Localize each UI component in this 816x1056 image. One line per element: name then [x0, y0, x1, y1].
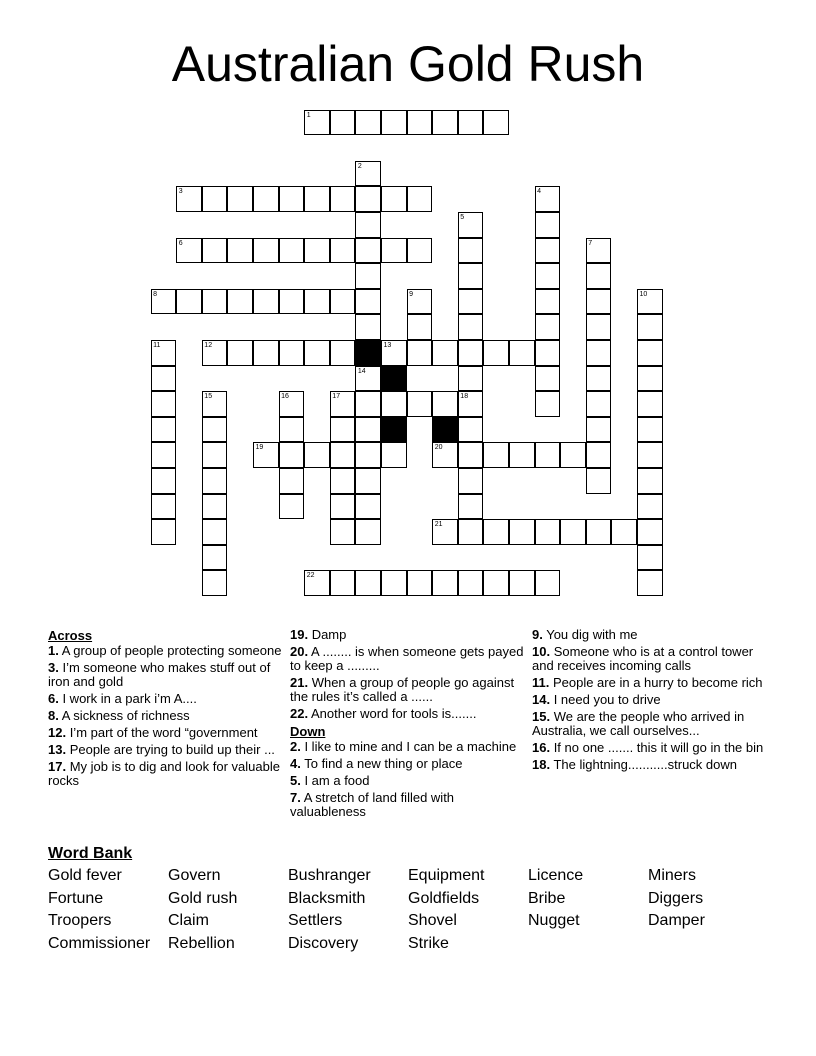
- grid-cell[interactable]: [535, 340, 561, 366]
- down-clue: [532, 676, 772, 690]
- grid-cell[interactable]: [483, 340, 509, 366]
- grid-cell[interactable]: [381, 391, 407, 417]
- word-bank-word: Strike: [408, 934, 449, 952]
- grid-cell[interactable]: [253, 289, 279, 315]
- across-clue-list: [48, 644, 288, 788]
- down-clue-list: [290, 740, 530, 819]
- clue-label: 10.: [532, 644, 551, 659]
- grid-cell[interactable]: [586, 442, 612, 468]
- grid-cell[interactable]: [637, 570, 663, 596]
- grid-cell[interactable]: [202, 570, 228, 596]
- clue-label: 22.: [290, 706, 309, 721]
- grid-cell[interactable]: [355, 570, 381, 596]
- grid-cell[interactable]: [151, 366, 177, 392]
- grid-cell[interactable]: [407, 238, 433, 264]
- grid-cell[interactable]: [355, 212, 381, 238]
- clue-number-6: 6: [178, 239, 183, 247]
- word-bank-word: Nugget: [528, 912, 580, 930]
- clue-label: 9.: [532, 627, 543, 642]
- clues-column-1: [48, 628, 288, 791]
- clue-label: 4.: [290, 756, 301, 771]
- grid-cell[interactable]: [432, 340, 458, 366]
- grid-cell[interactable]: [279, 238, 305, 264]
- across-clue: [48, 709, 288, 723]
- grid-cell[interactable]: [279, 186, 305, 212]
- word-bank-word: Shovel: [408, 912, 457, 930]
- clue-number-5: 5: [460, 214, 465, 221]
- grid-cell[interactable]: [407, 570, 433, 596]
- clue-number-16: 16: [281, 393, 289, 401]
- grid-cell[interactable]: [279, 340, 305, 366]
- grid-cell[interactable]: [381, 238, 407, 264]
- grid-cell[interactable]: [637, 366, 663, 392]
- clue-number-11: 11: [153, 342, 161, 349]
- grid-cell[interactable]: [330, 110, 356, 136]
- down-clue: [290, 757, 530, 771]
- grid-cell[interactable]: [458, 366, 484, 392]
- across-clue: [48, 661, 288, 689]
- down-clue-list-cont: [532, 628, 772, 772]
- grid-cell[interactable]: [458, 570, 484, 596]
- grid-cell[interactable]: [483, 442, 509, 468]
- across-clue: [290, 628, 530, 642]
- down-clue: [532, 741, 772, 755]
- word-bank-word: Claim: [168, 912, 209, 930]
- grid-cell[interactable]: [509, 570, 535, 596]
- clue-number-7: 7: [588, 239, 593, 247]
- grid-cell[interactable]: [458, 340, 484, 366]
- word-bank-word: Gold fever: [48, 867, 122, 884]
- word-bank-word: Blacksmith: [288, 889, 366, 907]
- puzzle-title: Australian Gold Rush: [171, 36, 645, 92]
- grid-cell[interactable]: [202, 238, 228, 264]
- grid-cell[interactable]: [535, 263, 561, 289]
- grid-cell[interactable]: [151, 417, 177, 443]
- clue-text: The lightning...........struck down: [550, 757, 737, 772]
- across-clue: [290, 676, 530, 704]
- grid-cell[interactable]: [535, 442, 561, 468]
- grid-cell[interactable]: [586, 340, 612, 366]
- across-clue: [48, 760, 288, 788]
- grid-cell[interactable]: [355, 289, 381, 315]
- grid-cell[interactable]: [535, 519, 561, 545]
- grid-cell[interactable]: [279, 442, 305, 468]
- grid-cell[interactable]: [330, 468, 356, 494]
- grid-cell[interactable]: [227, 186, 253, 212]
- grid-cell[interactable]: [202, 468, 228, 494]
- grid-cell[interactable]: [330, 442, 356, 468]
- clues-column-3: [532, 628, 772, 775]
- clue-text: I’m someone who makes stuff out of iron and gold: [48, 660, 271, 689]
- grid-cell[interactable]: [330, 417, 356, 443]
- down-clue: [532, 628, 772, 642]
- across-clue: [48, 726, 288, 740]
- clue-number-2: 2: [357, 162, 362, 170]
- grid-cell[interactable]: [483, 519, 509, 545]
- clue-label: 5.: [290, 773, 301, 788]
- grid-cell[interactable]: [253, 238, 279, 264]
- grid-cell[interactable]: [355, 417, 381, 443]
- clue-text: People are in a hurry to become rich: [549, 675, 763, 690]
- grid-cell[interactable]: [330, 186, 356, 212]
- grid-cell[interactable]: [202, 417, 228, 443]
- grid-cell[interactable]: [535, 570, 561, 596]
- grid-cell[interactable]: [458, 468, 484, 494]
- clue-number-13: 13: [383, 342, 392, 349]
- grid-cell[interactable]: [151, 519, 177, 545]
- clue-text: Damp: [308, 627, 347, 642]
- grid-cell[interactable]: [458, 263, 484, 289]
- grid-cell[interactable]: [330, 340, 356, 366]
- grid-cell[interactable]: [432, 391, 458, 417]
- grid-cell[interactable]: [202, 519, 228, 545]
- clue-number-18: 18: [460, 393, 469, 401]
- across-clue: [290, 645, 530, 673]
- clue-number-9: 9: [409, 290, 413, 298]
- clue-number-10: 10: [639, 290, 648, 298]
- grid-cell[interactable]: [330, 238, 356, 264]
- word-bank-word: Settlers: [288, 912, 343, 930]
- clue-number-21: 21: [434, 521, 443, 529]
- grid-cell[interactable]: [509, 442, 535, 468]
- grid-cell[interactable]: [535, 366, 561, 392]
- grid-cell[interactable]: [304, 442, 330, 468]
- grid-cell[interactable]: [611, 519, 637, 545]
- grid-cell[interactable]: [586, 519, 612, 545]
- grid-cell[interactable]: [151, 494, 177, 520]
- grid-cell[interactable]: [381, 442, 407, 468]
- grid-cell[interactable]: [586, 289, 612, 315]
- clue-label: 13.: [48, 742, 67, 757]
- clue-number-3: 3: [178, 188, 183, 196]
- clue-text: A ........ is when someone gets payed to keep a .........: [290, 644, 524, 673]
- black-cell: [432, 417, 458, 443]
- clue-label: 21.: [290, 675, 309, 690]
- clue-text: I like to mine and I can be a machine: [300, 739, 517, 754]
- grid-cell[interactable]: [253, 340, 279, 366]
- clue-label: 20.: [290, 644, 309, 659]
- grid-cell[interactable]: [330, 289, 356, 315]
- grid-cell[interactable]: [637, 545, 663, 571]
- clue-text: I’m part of the word “government: [66, 725, 258, 740]
- grid-cell[interactable]: [535, 212, 561, 238]
- word-bank-word: Bushranger: [288, 867, 371, 884]
- grid-cell[interactable]: [279, 289, 305, 315]
- grid-cell[interactable]: [432, 570, 458, 596]
- grid-cell[interactable]: [637, 494, 663, 520]
- clue-label: 12.: [48, 725, 67, 740]
- grid-cell[interactable]: [279, 494, 305, 520]
- grid-cell[interactable]: [458, 238, 484, 264]
- clue-number-12: 12: [204, 342, 213, 349]
- grid-cell[interactable]: [637, 391, 663, 417]
- grid-cell[interactable]: [586, 314, 612, 340]
- grid-cell[interactable]: [381, 110, 407, 136]
- grid-cell[interactable]: [560, 519, 586, 545]
- across-clue: [48, 692, 288, 706]
- grid-cell[interactable]: [407, 186, 433, 212]
- word-bank-word: Miners: [648, 867, 697, 884]
- grid-cell[interactable]: [586, 417, 612, 443]
- grid-cell[interactable]: [355, 519, 381, 545]
- clue-label: 17.: [48, 759, 67, 774]
- grid-cell[interactable]: [279, 417, 305, 443]
- grid-cell[interactable]: [330, 519, 356, 545]
- clue-text: A sickness of richness: [58, 708, 190, 723]
- grid-cell[interactable]: [176, 289, 202, 315]
- clue-text: Someone who is at a control tower and receives incoming calls: [532, 644, 754, 673]
- clue-text: A group of people protecting someone: [58, 643, 282, 658]
- grid-cell[interactable]: [535, 391, 561, 417]
- grid-cell[interactable]: [535, 314, 561, 340]
- word-bank-word: Diggers: [648, 889, 704, 907]
- grid-cell[interactable]: [279, 468, 305, 494]
- down-clue: [532, 758, 772, 772]
- grid-cell[interactable]: [151, 468, 177, 494]
- clue-text: Another word for tools is.......: [308, 706, 477, 721]
- down-clue: [290, 774, 530, 788]
- grid-cell[interactable]: [253, 186, 279, 212]
- grid-cell[interactable]: [227, 238, 253, 264]
- clue-text: We are the people who arrived in Australia, we call ourselves...: [532, 709, 745, 738]
- grid-cell[interactable]: [458, 110, 484, 136]
- grid-cell[interactable]: [407, 340, 433, 366]
- clue-number-17: 17: [332, 393, 341, 401]
- clue-number-15: 15: [204, 393, 213, 401]
- word-bank-word: Damper: [648, 912, 705, 930]
- grid-cell[interactable]: [586, 391, 612, 417]
- grid-cell[interactable]: [407, 391, 433, 417]
- clue-number-1: 1: [306, 111, 311, 119]
- word-bank-word: Goldfields: [408, 889, 480, 907]
- grid-cell[interactable]: [381, 570, 407, 596]
- grid-cell[interactable]: [202, 494, 228, 520]
- clue-number-19: 19: [255, 444, 264, 452]
- black-cell: [355, 340, 381, 366]
- across-clue: [290, 707, 530, 721]
- grid-cell[interactable]: [227, 289, 253, 315]
- grid-cell[interactable]: [458, 417, 484, 443]
- grid-cell[interactable]: [637, 468, 663, 494]
- grid-cell[interactable]: [304, 340, 330, 366]
- clue-label: 3.: [48, 660, 59, 675]
- word-bank-word: Fortune: [48, 889, 104, 907]
- down-heading: Down: [290, 724, 326, 739]
- grid-cell[interactable]: [304, 238, 330, 264]
- word-bank-word: Gold rush: [168, 889, 238, 907]
- clue-label: 18.: [532, 757, 551, 772]
- grid-cell[interactable]: [509, 340, 535, 366]
- grid-cell[interactable]: [432, 110, 458, 136]
- grid-cell[interactable]: [458, 519, 484, 545]
- clue-text: To find a new thing or place: [300, 756, 463, 771]
- word-bank-word: Commissioner: [48, 934, 151, 952]
- grid-cell[interactable]: [509, 519, 535, 545]
- word-bank-word: Equipment: [408, 867, 485, 884]
- grid-cell[interactable]: [330, 494, 356, 520]
- clue-label: 14.: [532, 692, 551, 707]
- clue-label: 7.: [290, 790, 301, 805]
- grid-cell[interactable]: [381, 186, 407, 212]
- word-bank-word: Bribe: [528, 889, 566, 907]
- word-bank-word: Govern: [168, 867, 221, 884]
- clue-label: 11.: [532, 675, 550, 690]
- grid-cell[interactable]: [458, 314, 484, 340]
- clues-column-2: [290, 628, 530, 822]
- word-bank-word: Rebellion: [168, 934, 235, 952]
- grid-cell[interactable]: [637, 442, 663, 468]
- clue-text: My job is to dig and look for valuable rocks: [48, 759, 280, 788]
- word-bank-title: Word Bank: [48, 845, 133, 862]
- clue-text: A stretch of land filled with valuableness: [290, 790, 455, 819]
- across-clue-list-cont: [290, 628, 530, 721]
- grid-cell[interactable]: [586, 366, 612, 392]
- grid-cell[interactable]: [637, 340, 663, 366]
- across-clue: [48, 644, 288, 658]
- clue-number-14: 14: [357, 367, 366, 375]
- grid-cell[interactable]: [355, 314, 381, 340]
- down-clue: [532, 710, 772, 738]
- grid-cell[interactable]: [355, 238, 381, 264]
- grid-cell[interactable]: [637, 314, 663, 340]
- black-cell: [381, 366, 407, 392]
- clue-text: I work in a park i’m A....: [58, 691, 197, 706]
- clue-text: When a group of people go against the rules it’s called a ......: [290, 675, 515, 704]
- across-clue: [48, 743, 288, 757]
- clue-label: 1.: [48, 643, 59, 658]
- across-heading: Across: [48, 628, 93, 643]
- clue-number-8: 8: [153, 290, 157, 298]
- grid-cell[interactable]: [304, 186, 330, 212]
- grid-cell[interactable]: [202, 289, 228, 315]
- down-clue: [532, 693, 772, 707]
- word-bank-word: Troopers: [48, 912, 112, 930]
- grid-cell[interactable]: [407, 314, 433, 340]
- grid-cell[interactable]: [535, 289, 561, 315]
- grid-cell[interactable]: [151, 442, 177, 468]
- grid-cell[interactable]: [355, 442, 381, 468]
- clue-number-4: 4: [537, 188, 541, 196]
- word-bank-word: Licence: [528, 867, 584, 884]
- clue-label: 19.: [290, 627, 309, 642]
- word-bank-word: Discovery: [288, 934, 359, 952]
- grid-cell[interactable]: [355, 186, 381, 212]
- grid-cell[interactable]: [586, 263, 612, 289]
- clue-label: 8.: [48, 708, 59, 723]
- grid-cell[interactable]: [330, 570, 356, 596]
- grid-cell[interactable]: [202, 442, 228, 468]
- clue-text: You dig with me: [542, 627, 638, 642]
- clue-number-22: 22: [306, 572, 315, 580]
- clue-text: If no one ....... this it will go in the bin: [550, 740, 764, 755]
- grid-cell[interactable]: [355, 263, 381, 289]
- grid-cell[interactable]: [458, 442, 484, 468]
- grid-cell[interactable]: [407, 110, 433, 136]
- grid-cell[interactable]: [483, 570, 509, 596]
- clue-text: I am a food: [300, 773, 370, 788]
- clue-text: I need you to drive: [550, 692, 661, 707]
- grid-cell[interactable]: [560, 442, 586, 468]
- grid-cell[interactable]: [355, 468, 381, 494]
- black-cell: [381, 417, 407, 443]
- clue-label: 2.: [290, 739, 301, 754]
- grid-cell[interactable]: [586, 468, 612, 494]
- clue-label: 6.: [48, 691, 59, 706]
- grid-cell[interactable]: [202, 545, 228, 571]
- grid-cell[interactable]: [355, 494, 381, 520]
- clue-text: People are trying to build up their ...: [66, 742, 275, 757]
- down-clue: [532, 645, 772, 673]
- grid-cell[interactable]: [304, 289, 330, 315]
- grid-cell[interactable]: [535, 238, 561, 264]
- down-clue: [290, 740, 530, 754]
- grid-cell[interactable]: [355, 110, 381, 136]
- grid-cell[interactable]: [637, 519, 663, 545]
- clue-label: 15.: [532, 709, 551, 724]
- grid-cell[interactable]: [458, 494, 484, 520]
- down-clue: [290, 791, 530, 819]
- clue-label: 16.: [532, 740, 551, 755]
- grid-cell[interactable]: [202, 186, 228, 212]
- grid-cell[interactable]: [483, 110, 509, 136]
- grid-cell[interactable]: [355, 391, 381, 417]
- grid-cell[interactable]: [458, 289, 484, 315]
- grid-cell[interactable]: [227, 340, 253, 366]
- grid-cell[interactable]: [637, 417, 663, 443]
- grid-cell[interactable]: [151, 391, 177, 417]
- clue-number-20: 20: [434, 444, 443, 452]
